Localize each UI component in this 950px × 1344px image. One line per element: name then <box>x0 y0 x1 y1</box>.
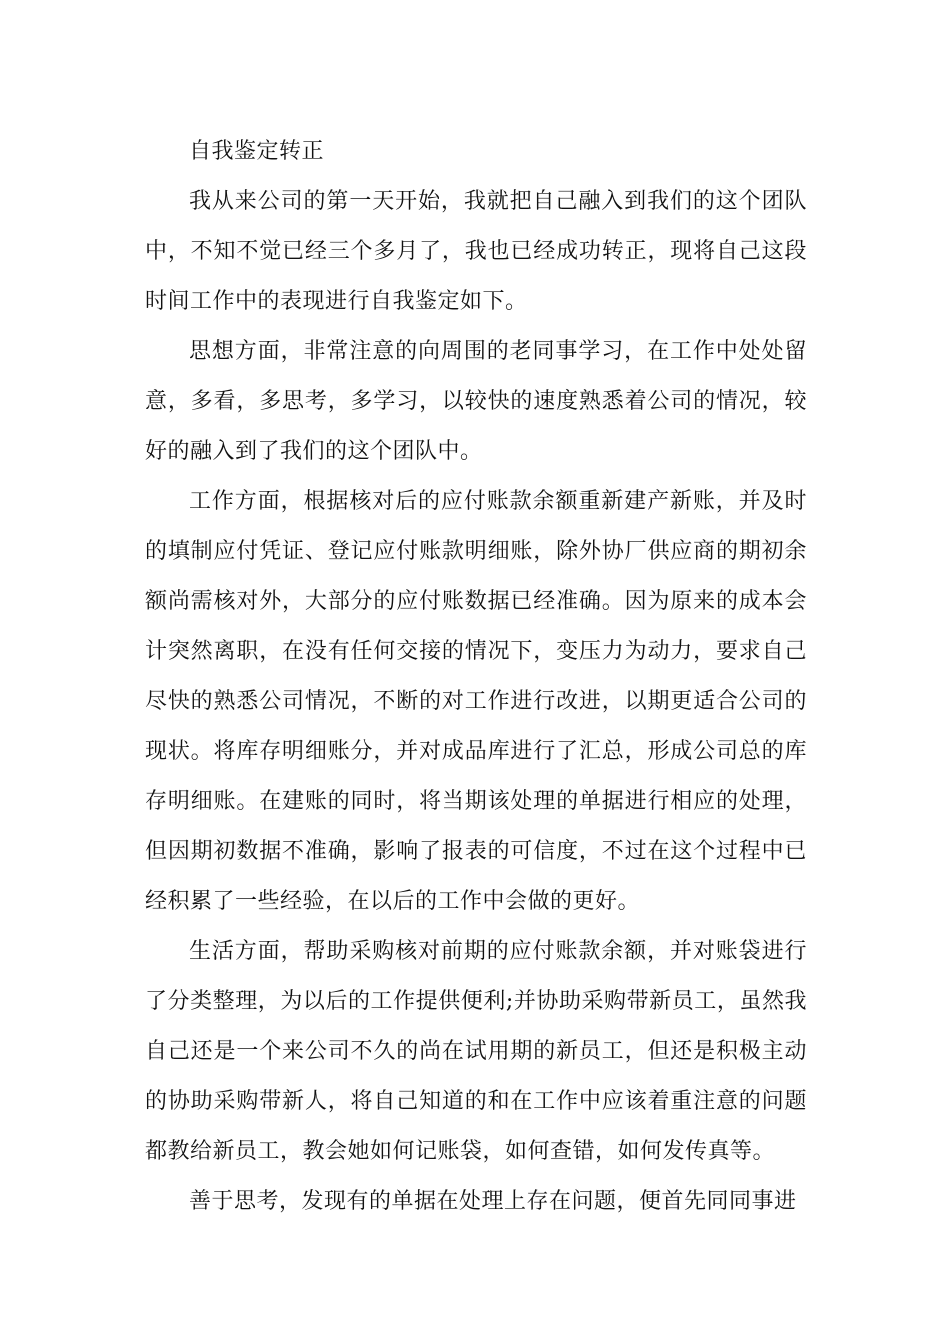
paragraph-thinking-skills: 善于思考，发现有的单据在处理上存在问题，便首先同同事进 <box>189 1189 797 1214</box>
paragraph-thinking: 思想方面，非常注意的向周围的老同事学习，在工作中处处留意，多看，多思考，多学习，以较快的速度熟悉着公司的情况，较好的融入到了我们的这个团队中。 <box>145 339 807 464</box>
document-title: 自我鉴定转正 <box>189 139 325 164</box>
paragraph-life: 生活方面，帮助采购核对前期的应付账款余额，并对账袋进行了分类整理，为以后的工作提供便利;并协助采购带新员工，虽然我自己还是一个来公司不久的尚在试用期的新员工，但还是积极主动的协助采购带新人，将自己知道的和在工作中应该着重注意的问题都教给新员工，教会她如何记账袋，如何查错，如何发传真等。 <box>145 939 807 1164</box>
paragraph-work: 工作方面，根据核对后的应付账款余额重新建产新账，并及时的填制应付凭证、登记应付账款明细账，除外协厂供应商的期初余额尚需核对外，大部分的应付账数据已经准确。因为原来的成本会计突然离职，在没有任何交接的情况下，变压力为动力，要求自己尽快的熟悉公司情况，不断的对工作进行改进，以期更适合公司的现状。将库存明细账分，并对成品库进行了汇总，形成公司总的库存明细账。在建账的同时，将当期该处理的单据进行相应的处理，但因期初数据不准确，影响了报表的可信度，不过在这个过程中已经积累了一些经验，在以后的工作中会做的更好。 <box>145 489 807 914</box>
document-body <box>145 127 807 1227</box>
paragraph-intro: 我从来公司的第一天开始，我就把自己融入到我们的这个团队中，不知不觉已经三个多月了，我也已经成功转正，现将自己这段时间工作中的表现进行自我鉴定如下。 <box>145 189 807 314</box>
